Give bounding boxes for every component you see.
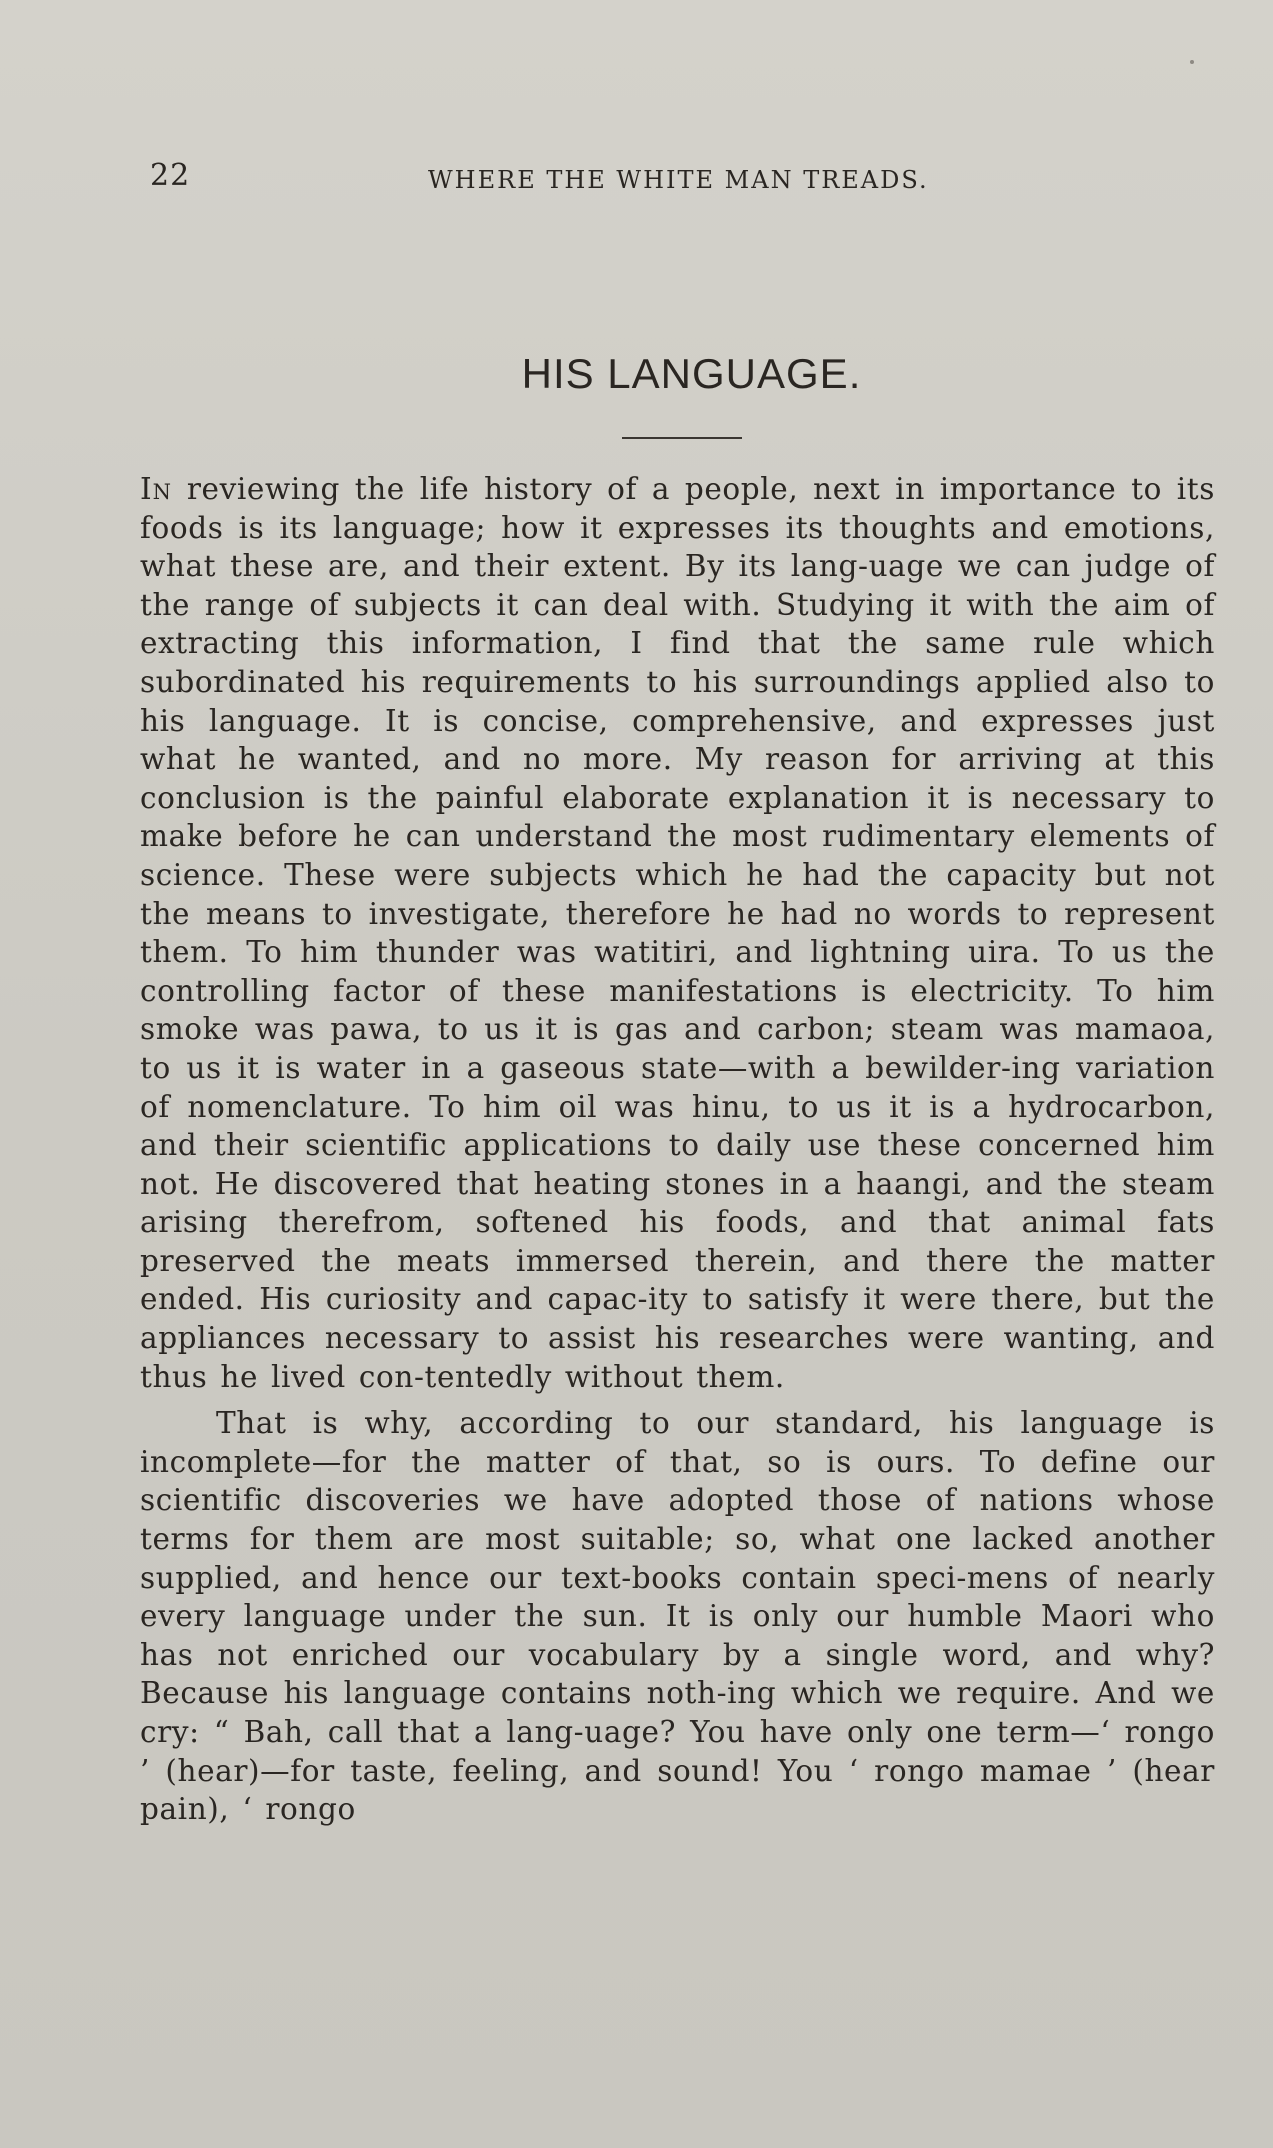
page-number: 22 — [150, 158, 191, 193]
running-title: WHERE THE WHITE MAN TREADS. — [428, 166, 929, 194]
running-head — [150, 158, 1150, 198]
paragraph-1 — [140, 470, 1215, 1396]
paragraph-2: That is why, according to our standard, his language is incomplete—for the matter of that, so is ours. To define our scientific discoveries we have adopted those of nations whose terms for them are most suitable; so, what one lacked another supplied, and hence our text-books contain speci-mens of nearly every language under the sun. It is only our humble Maori who has not enriched our vocabulary by a single word, and why? Because his language contains noth-ing which we require. And we cry: “ Bah, call that a lang-uage? You have only one term—‘ rongo ’ (hear)—for taste, feeling, and sound! You ‘ rongo mamae ’ (hear pain), ‘ rongo — [140, 1406, 1215, 1827]
page-blemish — [1190, 60, 1194, 64]
body-text — [140, 470, 1215, 1829]
chapter-title: HIS LANGUAGE. — [521, 350, 862, 397]
paragraph-1-text: reviewing the life history of a people, next in importance to its foods is its language; how it expresses its thoughts and emotions, what these are, and their extent. By its lang-uage we can judge of the range of subjects it can deal with. Studying it with the aim of extracting this information, I find that the same rule which subordinated his requirements to his surroundings applied also to his language. It is concise, comprehensive, and expresses just what he wanted, and no more. My reason for arriving at this conclusion is the painful elaborate explanation it is necessary to make before he can understand the most rudimentary elements of science. These were subjects which he had the capacity but not the means to investigate, therefore he had no words to represent them. To him thunder was watitiri, and lightning uira. To us the controlling factor of these manifestations is electricity. To him smoke was pawa, to us it is gas and carbon; steam was mamaoa, to us it is water in a gaseous state—with a bewilder-ing variation of nomenclature. To him oil was hinu, to us it is a hydrocarbon, and their scientific applications to daily use these concerned him not. He discovered that heating stones in a haangi, and the steam arising therefrom, softened his foods, and that animal fats preserved the meats immersed therein, and there the matter ended. His curiosity and capac-ity to satisfy it were there, but the appliances necessary to assist his researches were wanting, and thus he lived con-tentedly without them. — [140, 472, 1215, 1394]
opening-word: In — [140, 472, 173, 506]
title-rule — [622, 437, 742, 439]
